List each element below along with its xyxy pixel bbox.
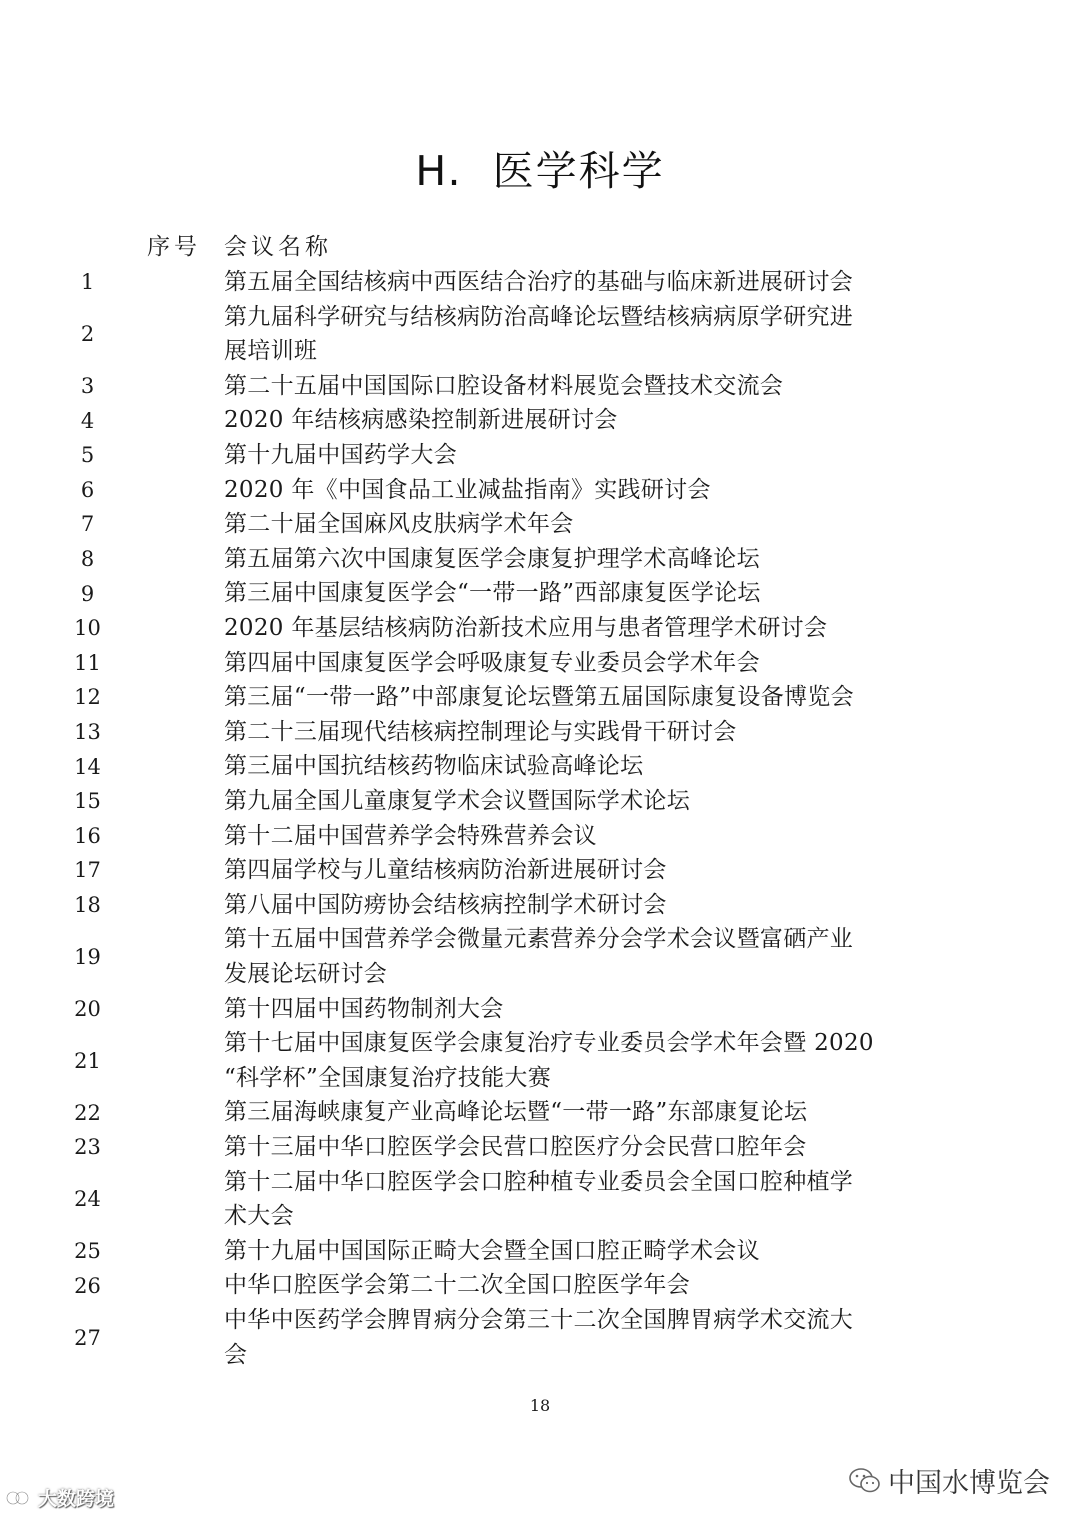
row-meeting-name [224, 369, 934, 404]
row-meeting-name [224, 819, 934, 854]
row-meeting-name [224, 922, 934, 991]
watermark-left-text: 大数跨境 [38, 1488, 115, 1510]
table-row [0, 611, 1080, 646]
meeting-name-line: 第二十三届现代结核病控制理论与实践骨干研讨会 [224, 718, 737, 745]
row-meeting-name [224, 403, 934, 438]
row-meeting-name [224, 715, 934, 750]
table-row [0, 438, 1080, 473]
section-label: H. [415, 147, 463, 195]
table-row [0, 1234, 1080, 1269]
meeting-name-line: 第五届全国结核病中西医结合治疗的基础与临床新进展研讨会 [224, 269, 854, 295]
column-header-index: 序号 [147, 234, 201, 260]
table-row [0, 749, 1080, 784]
row-meeting-name [224, 1095, 934, 1130]
row-meeting-name [224, 992, 934, 1027]
row-index: 9 [80, 581, 95, 606]
row-index: 13 [74, 720, 101, 745]
row-meeting-name [224, 1303, 934, 1372]
row-index: 11 [74, 650, 101, 675]
row-index: 17 [74, 858, 101, 883]
table-row [0, 680, 1080, 715]
row-index: 18 [74, 893, 101, 918]
meeting-name-line: 第五届第六次中国康复医学会康复护理学术高峰论坛 [224, 545, 760, 572]
meeting-name-line: 第三届中国康复医学会“一带一路”西部康复医学论坛 [224, 580, 761, 607]
row-meeting-name [224, 1130, 934, 1165]
row-meeting-name [224, 1026, 934, 1095]
meeting-name-line: 第三届海峡康复产业高峰论坛暨“一带一路”东部康复论坛 [224, 1099, 808, 1126]
table-row [0, 265, 1080, 300]
row-meeting-name [224, 611, 934, 646]
row-meeting-name [224, 542, 934, 577]
column-header-name: 会议名称 [224, 234, 332, 260]
row-meeting-name [224, 1234, 934, 1269]
row-index: 27 [74, 1325, 101, 1350]
meeting-name-line: 中华口腔医学会第二十二次全国口腔医学年会 [224, 1272, 690, 1299]
section-title [0, 138, 1080, 197]
row-meeting-name [224, 576, 934, 611]
meeting-name-line: 第十五届中国营养学会微量元素营养分会学术会议暨富硒产业 [224, 926, 854, 953]
row-index: 8 [80, 547, 95, 572]
table-row [0, 922, 1080, 991]
row-index: 19 [74, 944, 101, 969]
row-meeting-name [224, 1165, 934, 1234]
row-meeting-name [224, 438, 934, 473]
meeting-name-line: 2020 年结核病感染控制新进展研讨会 [224, 407, 618, 434]
row-meeting-name [224, 646, 934, 681]
row-index: 20 [74, 996, 101, 1021]
meeting-name-line: 会 [224, 1341, 248, 1368]
meeting-name-line: 第二十五届中国国际口腔设备材料展览会暨技术交流会 [224, 372, 784, 399]
row-meeting-name [224, 853, 934, 888]
table-row [0, 1268, 1080, 1303]
row-meeting-name [224, 473, 934, 508]
meeting-name-line: 第十二届中华口腔医学会口腔种植专业委员会全国口腔种植学 [224, 1168, 854, 1195]
row-index: 5 [80, 443, 95, 468]
row-meeting-name [224, 888, 934, 923]
meeting-name-line: 第十二届中国营养学会特殊营养会议 [224, 822, 597, 849]
table-row [0, 819, 1080, 854]
row-index: 21 [74, 1048, 101, 1073]
table-row [0, 888, 1080, 923]
row-index: 10 [74, 616, 101, 641]
watermark-right-text: 中国水博览会 [888, 1468, 1050, 1499]
table-row [0, 1026, 1080, 1095]
meeting-name-line: 第四届中国康复医学会呼吸康复专业委员会学术年会 [224, 649, 760, 676]
meeting-name-line: “科学杯”全国康复治疗技能大赛 [224, 1064, 552, 1091]
row-index: 6 [80, 477, 95, 502]
meeting-name-line: 第十九届中国国际正畸大会暨全国口腔正畸学术会议 [224, 1237, 760, 1264]
table-row [0, 715, 1080, 750]
table-row [0, 1303, 1080, 1372]
row-meeting-name [224, 680, 934, 715]
table-row [0, 1130, 1080, 1165]
row-index: 23 [74, 1135, 101, 1160]
table-row [0, 507, 1080, 542]
table-row [0, 784, 1080, 819]
table-row [0, 1165, 1080, 1234]
row-index: 24 [74, 1187, 101, 1212]
row-index: 16 [74, 823, 101, 848]
table-row [0, 576, 1080, 611]
row-index: 25 [74, 1239, 101, 1264]
table-row [0, 300, 1080, 369]
row-index: 4 [80, 408, 95, 433]
section-name: 医学科学 [492, 147, 665, 195]
meeting-name-line: 第十九届中国药学大会 [224, 442, 457, 468]
meeting-name-line: 第三届中国抗结核药物临床试验高峰论坛 [224, 753, 644, 780]
watermark-right [848, 1461, 1050, 1500]
row-meeting-name [224, 1268, 934, 1303]
meeting-name-line: 第八届中国防痨协会结核病控制学术研讨会 [224, 891, 667, 918]
row-meeting-name [224, 507, 934, 542]
table-row [0, 853, 1080, 888]
row-meeting-name [224, 749, 934, 784]
meeting-name-line: 2020 年基层结核病防治新技术应用与患者管理学术研讨会 [224, 615, 828, 641]
row-index: 12 [74, 685, 101, 710]
table-row [0, 542, 1080, 577]
table-row [0, 646, 1080, 681]
table-row [0, 403, 1080, 438]
meeting-name-line: 中华中医药学会脾胃病分会第三十二次全国脾胃病学术交流大 [224, 1307, 854, 1333]
meeting-name-line: 术大会 [224, 1203, 294, 1230]
page-number: 18 [529, 1396, 551, 1415]
row-index: 22 [74, 1100, 101, 1125]
row-index: 15 [74, 789, 101, 814]
link-icon [4, 1487, 34, 1509]
table-row [0, 473, 1080, 508]
meeting-name-line: 2020 年《中国食品工业减盐指南》实践研讨会 [224, 476, 711, 503]
meeting-name-line: 第九届科学研究与结核病防治高峰论坛暨结核病病原学研究进 [224, 303, 854, 330]
table-row [0, 992, 1080, 1027]
row-index: 3 [80, 374, 95, 399]
meeting-name-line: 第十七届中国康复医学会康复治疗专业委员会学术年会暨 2020 [224, 1030, 874, 1057]
meeting-name-line: 展培训班 [224, 338, 318, 365]
meeting-name-line: 第十三届中华口腔医学会民营口腔医疗分会民营口腔年会 [224, 1134, 807, 1160]
row-meeting-name [224, 265, 934, 300]
wechat-icon [848, 1466, 882, 1496]
row-meeting-name [224, 300, 934, 369]
meeting-name-line: 第二十届全国麻风皮肤病学术年会 [224, 511, 574, 538]
meeting-name-line: 发展论坛研讨会 [224, 960, 388, 987]
row-index: 2 [80, 322, 95, 347]
row-index: 7 [80, 512, 95, 537]
row-meeting-name [224, 784, 934, 819]
meeting-name-line: 第九届全国儿童康复学术会议暨国际学术论坛 [224, 788, 690, 814]
meeting-name-line: 第十四届中国药物制剂大会 [224, 995, 504, 1022]
row-index: 1 [80, 270, 95, 295]
meeting-name-line: 第三届“一带一路”中部康复论坛暨第五届国际康复设备博览会 [224, 684, 854, 711]
watermark-left [4, 1484, 114, 1511]
table-row [0, 1095, 1080, 1130]
meeting-name-line: 第四届学校与儿童结核病防治新进展研讨会 [224, 857, 667, 884]
row-index: 14 [74, 754, 101, 779]
table-row [0, 369, 1080, 404]
row-index: 26 [74, 1273, 101, 1298]
